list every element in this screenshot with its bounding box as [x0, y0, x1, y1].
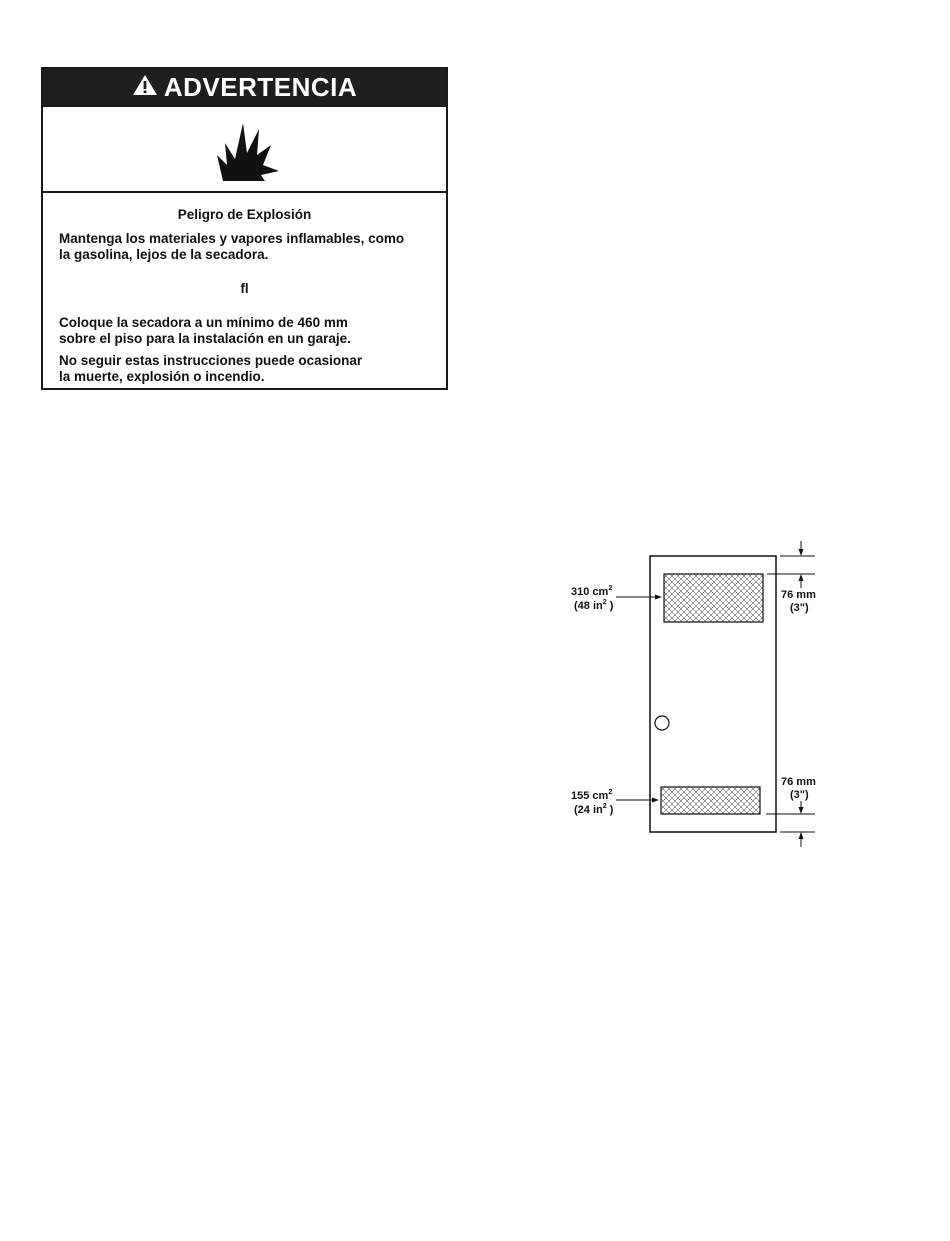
- bottom-dim-arrow-upper: [799, 807, 804, 814]
- top-clearance-in: (3"): [790, 602, 809, 614]
- warning-line-5: No seguir estas instrucciones puede ocasionar: [59, 353, 363, 368]
- warning-line-3: Coloque la secadora a un mínimo de 460 mm: [59, 315, 348, 330]
- bottom-area-alt-label: (24 $in^2$ ): [574, 803, 614, 816]
- top-area-label: 310 $cm^2$: [571, 585, 613, 598]
- top-dim-arrow-lower: [799, 574, 804, 581]
- bottom-dim-arrow-lower: [799, 832, 804, 839]
- symbol-text: fl: [240, 281, 249, 296]
- bottom-area-arrowhead: [652, 798, 659, 803]
- warning-line-1: Mantenga los materiales y vapores inflamables, como: [59, 231, 405, 246]
- top-area-alt-label: (48 $in^2$ ): [574, 599, 614, 612]
- top-clearance-mm: 76 mm: [781, 589, 816, 601]
- bottom-clearance-in: (3"): [790, 789, 809, 801]
- warning-line-6: la muerte, explosión o incendio.: [59, 369, 265, 384]
- warning-line-2: la gasolina, lejos de la secadora.: [59, 247, 269, 262]
- bottom-area-label: 155 $cm^2$: [571, 789, 613, 802]
- top-dim-arrow-upper: [799, 549, 804, 556]
- top-area-arrowhead: [655, 595, 662, 600]
- bottom-vent-opening: [661, 787, 760, 814]
- hazard-title: Peligro de Explosión: [177, 207, 312, 222]
- bottom-clearance-mm: 76 mm: [781, 776, 816, 788]
- door-knob: [655, 716, 669, 730]
- top-vent-opening: [664, 574, 763, 622]
- warning-title: ADVERTENCIA: [163, 71, 358, 102]
- warning-line-4: sobre el piso para la instalación en un garaje.: [59, 331, 351, 346]
